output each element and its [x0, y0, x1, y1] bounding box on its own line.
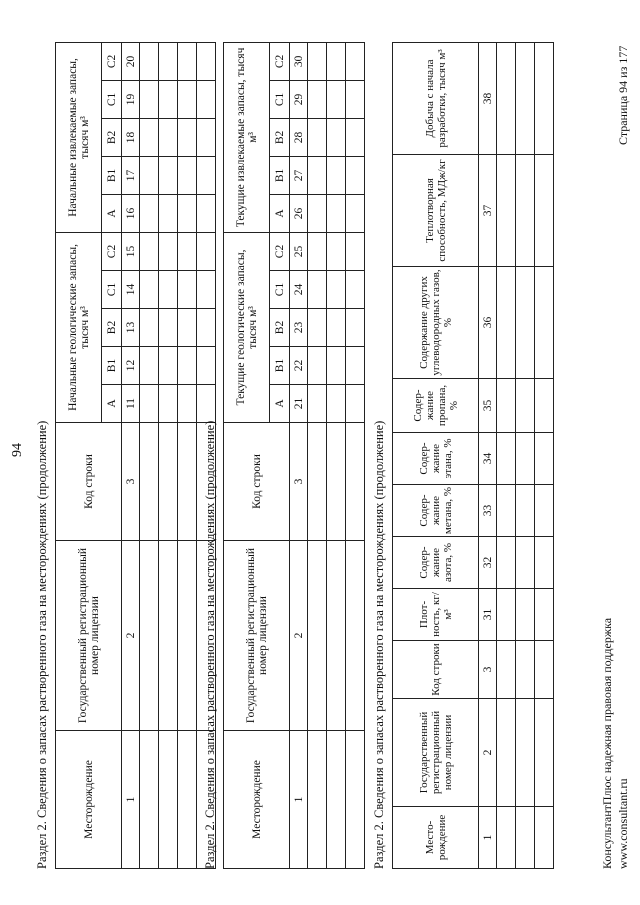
s1-col-number: 2	[122, 541, 140, 731]
s2-cat: С2	[270, 232, 290, 270]
s1-col-number: 20	[122, 42, 140, 80]
s1-cat: А	[102, 194, 122, 232]
s3-col-number: 37	[479, 155, 497, 267]
s1-col-number: 12	[122, 347, 140, 385]
s3-col-number: 33	[479, 485, 497, 537]
section2-table	[223, 42, 365, 869]
s2-col-number: 29	[290, 80, 308, 118]
s1-col-number: 16	[122, 194, 140, 232]
table-row	[159, 42, 178, 868]
s2-col-number: 30	[290, 42, 308, 80]
section3-table	[392, 42, 554, 869]
s2-header-recov: Текущие извлекаемые запасы, тысяч м³	[224, 42, 270, 232]
s1-col-number: 13	[122, 309, 140, 347]
s1-cat: С2	[102, 42, 122, 80]
s1-header-recov: Начальные извлекаемые запасы, тысяч м³	[56, 42, 102, 232]
table-row	[497, 43, 516, 869]
s2-cat: С2	[270, 42, 290, 80]
s2-header-row-code: Код строки	[224, 423, 290, 541]
s3-header: Место-рождение	[393, 807, 479, 869]
table-row	[308, 42, 327, 868]
s1-cat: С2	[102, 232, 122, 270]
s3-col-number: 38	[479, 43, 497, 155]
s1-col-number: 18	[122, 118, 140, 156]
s2-cat: А	[270, 194, 290, 232]
s3-header: Добыча с начала разработки, тысяч м³	[393, 43, 479, 155]
s3-header: Теплотворная способность, МДж/кг	[393, 155, 479, 267]
s2-cat: С1	[270, 80, 290, 118]
s3-col-number: 31	[479, 589, 497, 641]
table-row	[535, 43, 554, 869]
s1-cat: В1	[102, 156, 122, 194]
table-row	[346, 42, 365, 868]
s3-header: Содер-жание метана, %	[393, 485, 479, 537]
table-row	[327, 42, 346, 868]
s2-col-number: 24	[290, 271, 308, 309]
s2-col-number: 22	[290, 347, 308, 385]
s1-header-license: Государственный регистрационный номер лицензии	[56, 541, 122, 731]
stamp-site: www.consultant.ru	[616, 778, 630, 869]
s2-col-number: 3	[290, 423, 308, 541]
s2-header-license: Государственный регистрационный номер лицензии	[224, 541, 290, 731]
s3-col-number: 32	[479, 537, 497, 589]
s3-header: Государственный регистрационный номер лицензии	[393, 699, 479, 807]
s2-col-number: 21	[290, 385, 308, 423]
s3-col-number: 3	[479, 641, 497, 699]
s1-col-number: 1	[122, 731, 140, 869]
s2-col-number: 27	[290, 156, 308, 194]
s1-cat: В2	[102, 309, 122, 347]
s2-col-number: 28	[290, 118, 308, 156]
s1-cat: С1	[102, 271, 122, 309]
s2-header-geo: Текущие геологические запасы, тысяч м³	[224, 232, 270, 422]
s2-col-number: 23	[290, 309, 308, 347]
s3-col-number: 34	[479, 433, 497, 485]
s1-cat: В2	[102, 118, 122, 156]
page-number: 94	[10, 443, 25, 457]
s2-col-number: 26	[290, 194, 308, 232]
s1-col-number: 15	[122, 232, 140, 270]
section1-caption: Раздел 2. Сведения о запасах растворенного газа на месторождениях (продолжение)	[35, 420, 49, 869]
s1-cat: А	[102, 385, 122, 423]
s1-col-number: 11	[122, 385, 140, 423]
stamp-page: Страница 94 из 177	[616, 45, 630, 145]
s3-col-number: 2	[479, 699, 497, 807]
section2-caption: Раздел 2. Сведения о запасах растворенного газа на месторождениях (продолжение)	[203, 420, 217, 869]
s2-cat: А	[270, 385, 290, 423]
s2-col-number: 25	[290, 232, 308, 270]
s1-header-field: Месторождение	[56, 731, 122, 869]
s2-cat: В1	[270, 156, 290, 194]
s2-cat: В2	[270, 309, 290, 347]
s1-col-number: 19	[122, 80, 140, 118]
table-row	[516, 43, 535, 869]
s2-cat: В2	[270, 118, 290, 156]
s3-col-number: 35	[479, 379, 497, 433]
s3-header: Содержание других углеводородных газов, %	[393, 267, 479, 379]
s2-col-number: 1	[290, 731, 308, 869]
table-row	[178, 42, 197, 868]
section3-caption: Раздел 2. Сведения о запасах растворенного газа на месторождениях (продолжение)	[372, 420, 386, 869]
s1-cat: В1	[102, 347, 122, 385]
s3-header: Код строки	[393, 641, 479, 699]
s3-col-number: 1	[479, 807, 497, 869]
s2-cat: С1	[270, 271, 290, 309]
s1-col-number: 14	[122, 271, 140, 309]
s2-col-number: 2	[290, 541, 308, 731]
s1-col-number: 3	[122, 423, 140, 541]
s1-header-geo: Начальные геологические запасы, тысяч м³	[56, 232, 102, 422]
s2-header-field: Месторождение	[224, 731, 290, 869]
s3-header: Содер-жание пропана, %	[393, 379, 479, 433]
s3-header: Содер-жание этана, %	[393, 433, 479, 485]
section1-table	[55, 42, 216, 869]
stamp-ktp: КонсультантПлюс надежная правовая поддержка	[600, 617, 614, 869]
s3-header: Содер-жание азота, %	[393, 537, 479, 589]
s3-col-number: 36	[479, 267, 497, 379]
s3-header: Плот-ность, кг/м³	[393, 589, 479, 641]
s1-col-number: 17	[122, 156, 140, 194]
s2-cat: В1	[270, 347, 290, 385]
table-row	[140, 42, 159, 868]
s1-cat: С1	[102, 80, 122, 118]
s1-header-row-code: Код строки	[56, 423, 122, 541]
